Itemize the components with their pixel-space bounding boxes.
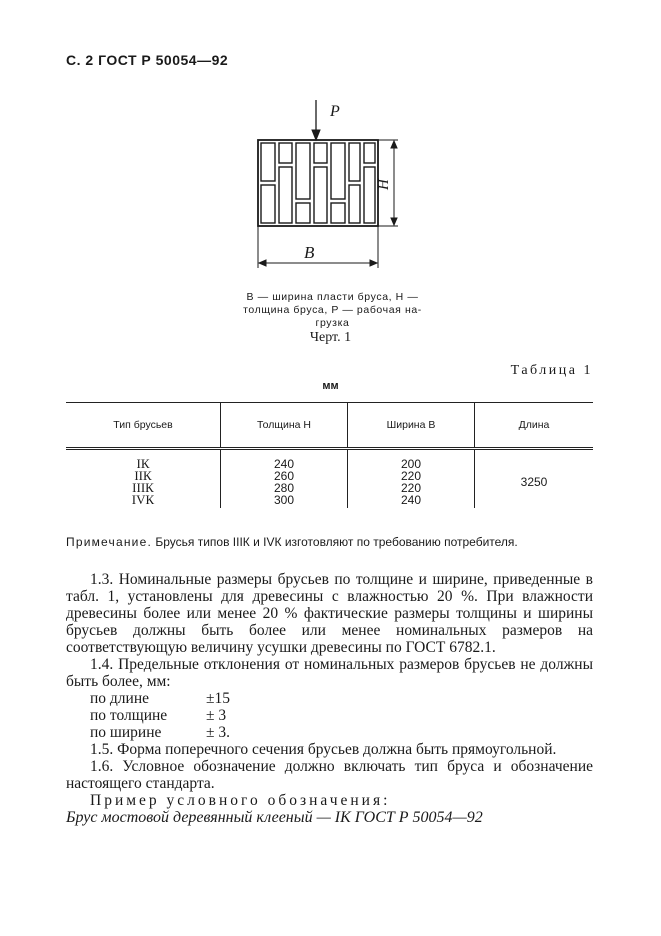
example-heading: Пример условного обозначения: [90, 792, 391, 809]
deviation-value: ± 3. [206, 724, 231, 741]
type-cell: IК [136, 456, 150, 471]
page-header: С. 2 ГОСТ Р 50054—92 [66, 52, 229, 68]
width-cell: 200 [400, 457, 422, 471]
type-cell: IVК [131, 492, 155, 507]
deviation-row [66, 724, 593, 741]
width-column [348, 449, 475, 509]
header-thickness: Толщина H [221, 403, 348, 449]
deviation-label: по ширине [90, 724, 162, 741]
figure-legend [210, 291, 455, 330]
note-label: Примечание. [66, 535, 152, 549]
note-text: Брусья типов IIIК и IVК изготовляют по требованию потребителя. [155, 535, 518, 549]
width-cell: 220 [400, 481, 422, 495]
thickness-cell: 280 [273, 481, 295, 495]
length-cell: 3250 [475, 449, 594, 509]
paragraph-1-6: 1.6. Условное обозначение должно включать тип бруса и обозначение настоящего стандарта. [66, 758, 593, 792]
load-arrow [312, 100, 320, 140]
table-header-row [66, 403, 593, 449]
legend-line: B — ширина пласти бруса, H — [246, 291, 419, 303]
paragraph-1-3: 1.3. Номинальные размеры брусьев по толщине и ширине, приведенные в табл. 1, установлены для древесины с влажностью 20 %. При влажности древесины более или менее 20 % фактические размеры толщины и ширины брусьев должны быть более или менее номинальных размеров на соответствующую величину усушки древесины по ГОСТ 6782.1. [66, 571, 593, 656]
body-text [66, 571, 593, 826]
thickness-cell: 260 [273, 469, 295, 483]
height-label: H [376, 179, 392, 190]
beam-section [258, 140, 378, 226]
thickness-column [221, 449, 348, 509]
table-row [66, 449, 593, 509]
deviation-row [66, 707, 593, 724]
example-designation: Брус мостовой деревянный клееный — IК ГОСТ Р 50054—92 [66, 809, 483, 826]
table-title: Таблица 1 [510, 363, 593, 378]
header-width: Ширина B [348, 403, 475, 449]
paragraph-1-5: 1.5. Форма поперечного сечения брусьев должна быть прямоугольной. [90, 741, 557, 758]
deviation-value: ±15 [206, 690, 231, 707]
legend-line: толщина бруса, P — рабочая на- [243, 304, 422, 316]
thickness-cell: 240 [273, 457, 295, 471]
thickness-cell: 300 [273, 493, 295, 507]
table-note [66, 534, 593, 550]
width-label: B [304, 243, 315, 262]
type-column [66, 449, 221, 509]
width-dimension [258, 226, 378, 268]
legend-line: грузка [315, 317, 350, 329]
deviation-label: по толщине [90, 707, 168, 724]
table-units: мм [322, 380, 339, 392]
deviation-label: по длине [90, 690, 150, 707]
load-label: P [330, 103, 340, 120]
width-cell: 220 [400, 469, 422, 483]
beam-cross-section-figure [236, 96, 426, 276]
figure-caption: Черт. 1 [309, 330, 352, 345]
deviation-row [66, 690, 593, 707]
beam-dimensions-table [66, 402, 593, 508]
header-length: Длина [475, 403, 594, 449]
type-cell: IIIК [132, 480, 154, 495]
width-cell: 240 [400, 493, 422, 507]
header-type: Тип брусьев [66, 403, 221, 449]
paragraph-1-4: 1.4. Предельные отклонения от номинальных размеров брусьев не должны быть более, мм: [66, 656, 593, 690]
deviation-value: ± 3 [206, 707, 227, 724]
type-cell: IIК [134, 468, 152, 483]
